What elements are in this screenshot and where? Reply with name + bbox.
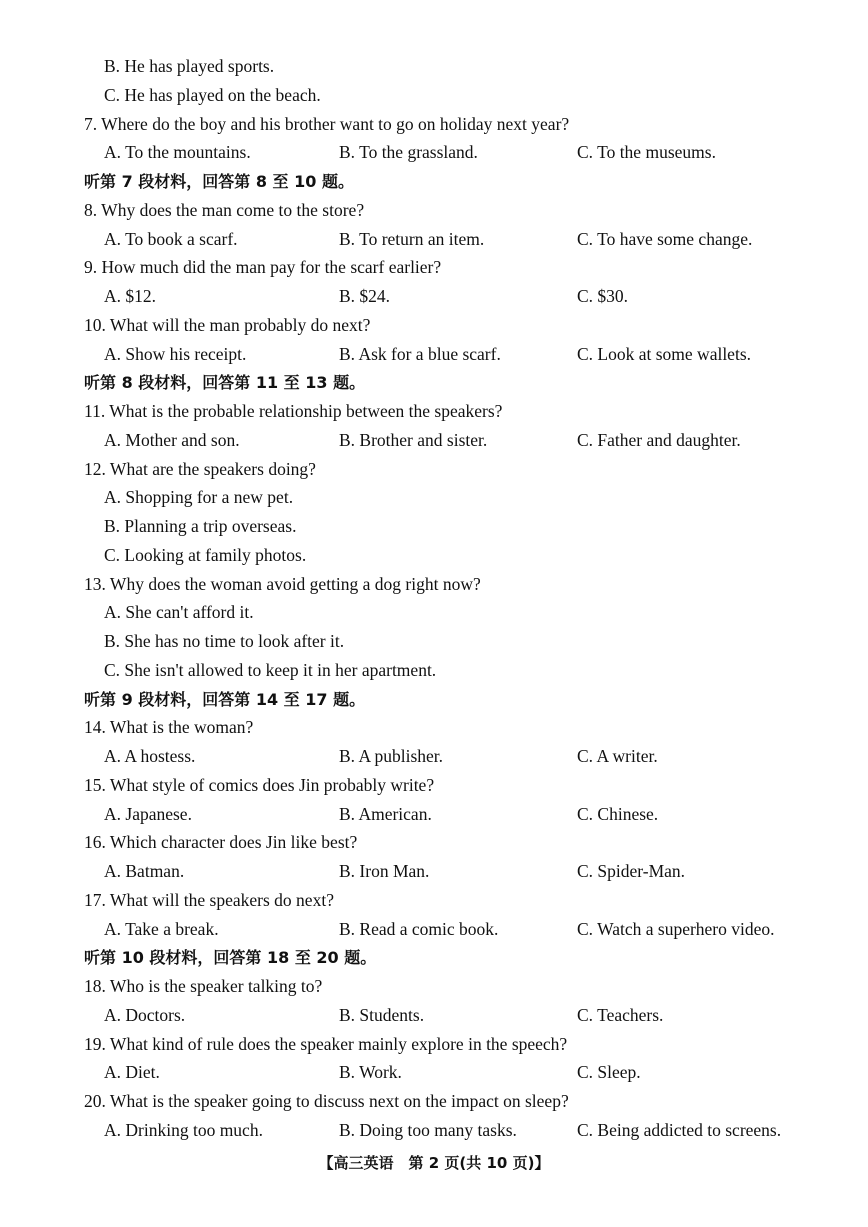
answer-option-c: C. Father and daughter. [577,429,741,450]
answer-option-c: C. Watch a superhero video. [577,918,775,939]
option-line [0,81,868,110]
answer-option-b: B. American. [339,803,432,824]
answer-option: C. He has played on the beach. [104,84,321,105]
question-text: 9. How much did the man pay for the scarf earlier? [84,257,442,278]
question-text: 18. Who is the speaker talking to? [84,976,323,996]
answer-option-c: C. Sleep. [577,1062,641,1083]
answer-option-a: A. $12. [104,286,157,306]
answer-option-a: A. Batman. [104,861,185,881]
answer-option-c: C. To the museums. [577,142,716,163]
answer-option-a: A. To book a scarf. [104,228,238,249]
option-line [0,541,868,570]
answer-option-a: A. Japanese. [104,803,192,824]
answer-option-b: B. A publisher. [339,746,444,766]
answer-option-b: B. To return an item. [339,228,485,249]
question-text: 19. What kind of rule does the speaker mainly explore in the speech? [84,1033,568,1054]
question-line [0,1030,868,1059]
answer-option: B. He has played sports. [104,56,275,76]
option-line [0,656,868,685]
section-instruction [0,368,868,397]
page-footer: 【高三英语 第 2 页(共 10 页)】 [318,1154,550,1172]
question-line [0,311,868,340]
answer-option-b: B. Ask for a blue scarf. [339,343,501,364]
question-line [0,570,868,599]
answer-option-c: C. Being addicted to screens. [577,1119,782,1140]
question-line [0,828,868,857]
question-line [0,455,868,484]
options-row [0,800,868,829]
question-text: 11. What is the probable relationship between the speakers? [84,401,503,421]
question-line [0,253,868,282]
question-line [0,886,868,915]
options-row [0,426,868,455]
answer-option: A. She can't afford it. [104,602,254,623]
answer-option-c: C. Look at some wallets. [577,343,752,364]
answer-option-c: C. Teachers. [577,1004,664,1025]
answer-option-a: A. Show his receipt. [104,343,247,364]
answer-option-a: A. To the mountains. [104,142,251,163]
answer-option-c: C. $30. [577,286,629,306]
section-instruction-text: 听第 9 段材料，回答第 14 至 17 题。 [84,689,366,709]
section-instruction-text: 听第 8 段材料，回答第 11 至 13 题。 [84,373,366,393]
question-text: 20. What is the speaker going to discuss next on the impact on sleep? [84,1091,569,1111]
question-text: 8. Why does the man come to the store? [84,199,365,220]
options-row [0,138,868,167]
answer-option: C. Looking at family photos. [104,544,307,565]
option-line [0,483,868,512]
question-line [0,713,868,742]
answer-option-b: B. Iron Man. [339,861,430,881]
answer-option-b: B. Work. [339,1062,402,1083]
answer-option-b: B. Read a comic book. [339,918,499,939]
question-text: 16. Which character does Jin like best? [84,832,358,853]
answer-option-a: A. Drinking too much. [104,1119,263,1140]
question-text: 15. What style of comics does Jin probably write? [84,774,435,795]
section-instruction-text: 听第 7 段材料，回答第 8 至 10 题。 [84,172,354,191]
options-row [0,742,868,771]
answer-option: B. She has no time to look after it. [104,631,345,651]
option-line [0,512,868,541]
option-line [0,627,868,656]
question-text: 10. What will the man probably do next? [84,314,371,335]
answer-option-a: A. Diet. [104,1062,160,1083]
answer-option-c: C. Spider-Man. [577,861,686,881]
question-line [0,1087,868,1116]
options-row [0,1001,868,1030]
section-instruction-text: 听第 10 段材料，回答第 18 至 20 题。 [84,948,377,968]
answer-option: C. She isn't allowed to keep it in her apartment. [104,659,437,680]
question-line [0,110,868,139]
option-line [0,598,868,627]
option-line [0,52,868,81]
answer-option-a: A. Doctors. [104,1004,186,1025]
question-text: 13. Why does the woman avoid getting a dog right now? [84,573,481,594]
answer-option-b: B. Students. [339,1004,425,1025]
question-line [0,196,868,225]
question-text: 7. Where do the boy and his brother want to go on holiday next year? [84,113,570,134]
section-instruction [0,167,868,196]
options-row [0,1058,868,1087]
question-text: 14. What is the woman? [84,717,254,738]
question-text: 12. What are the speakers doing? [84,458,316,479]
answer-option-a: A. Mother and son. [104,429,240,450]
question-line [0,771,868,800]
answer-option-b: B. Doing too many tasks. [339,1119,517,1140]
answer-option: B. Planning a trip overseas. [104,516,297,536]
options-row [0,340,868,369]
answer-option-b: B. To the grassland. [339,142,478,163]
options-row [0,857,868,886]
options-row [0,1116,868,1145]
answer-option-b: B. $24. [339,286,391,306]
options-row [0,225,868,254]
options-row [0,282,868,311]
question-text: 17. What will the speakers do next? [84,889,334,910]
answer-option-a: A. Take a break. [104,918,219,939]
answer-option-c: C. To have some change. [577,228,753,249]
answer-option-b: B. Brother and sister. [339,429,488,450]
options-row [0,915,868,944]
question-line [0,397,868,426]
answer-option-c: C. A writer. [577,746,658,766]
section-instruction [0,943,868,972]
answer-option-c: C. Chinese. [577,803,659,824]
answer-option: A. Shopping for a new pet. [104,487,294,508]
answer-option-a: A. A hostess. [104,746,196,766]
section-instruction [0,685,868,714]
question-line [0,972,868,1001]
